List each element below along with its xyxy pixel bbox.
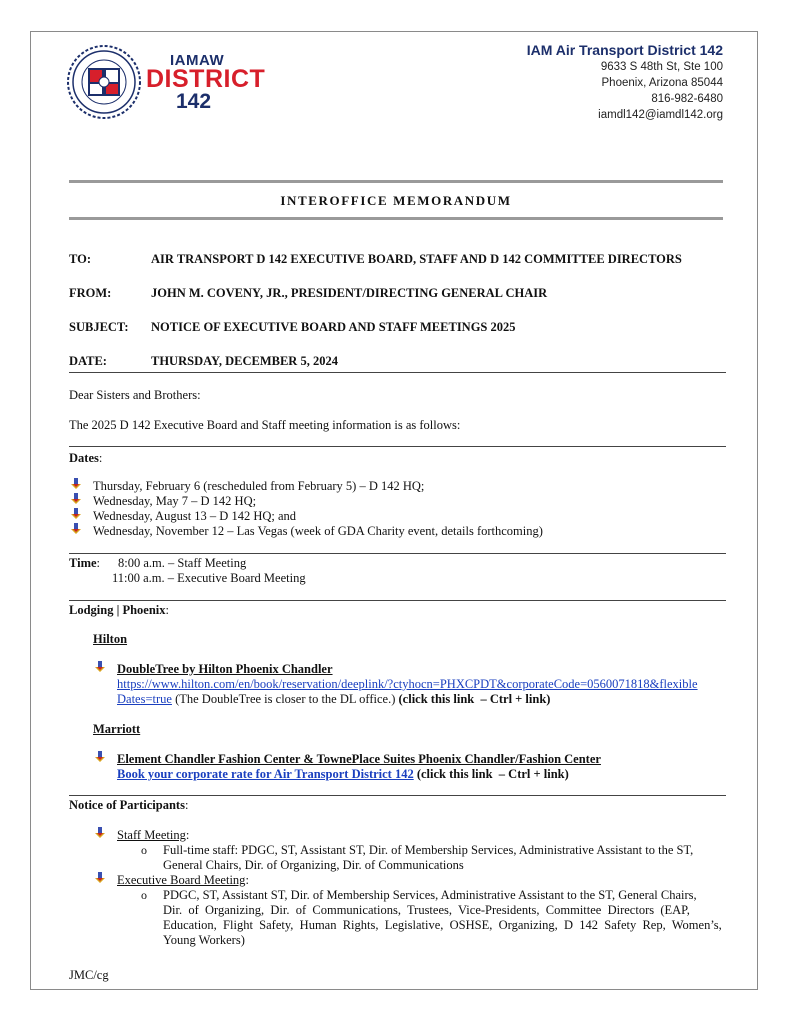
- address-block: [527, 41, 723, 123]
- marriott-heading: Marriott: [93, 722, 141, 736]
- date-item: Wednesday, November 12 – Las Vegas (week of GDA Charity event, details forthcoming): [93, 524, 543, 538]
- hilton-heading: Hilton: [93, 632, 128, 646]
- date-item: Wednesday, May 7 – D 142 HQ;: [93, 494, 257, 508]
- logo-word-iamaw: IAMAW: [170, 52, 225, 69]
- section-rule-dates: [69, 446, 726, 447]
- time-staff: 8:00 a.m. – Staff Meeting: [118, 556, 247, 570]
- from-value: JOHN M. COVENY, JR., PRESIDENT/DIRECTING GENERAL CHAIR: [151, 286, 548, 300]
- header-rule: [69, 372, 726, 373]
- exec-meeting-heading: Executive Board Meeting:: [117, 873, 249, 887]
- staff-meeting-line-2: General Chairs, Dir. of Organizing, Dir. of Communications: [163, 858, 464, 872]
- exec-meeting-line-3: Education, Flight Safety, Human Rights, Legislative, OSHSE, Organizing, D 142 Safety Rep, Women’s,: [163, 918, 722, 932]
- arrow-bullet-icon: [70, 493, 82, 505]
- arrow-bullet-icon: [94, 661, 106, 673]
- salutation: Dear Sisters and Brothers:: [69, 388, 201, 402]
- lodging-heading-text: Lodging | Phoenix: [69, 603, 166, 617]
- staff-meeting-line-1: Full-time staff: PDGC, ST, Assistant ST, Dir. of Membership Services, Administrative Assistant to the ST,: [163, 843, 694, 857]
- from-label: FROM:: [69, 286, 112, 300]
- date-value: THURSDAY, DECEMBER 5, 2024: [151, 354, 338, 368]
- date-label: DATE:: [69, 354, 107, 368]
- time-label: Time: [69, 556, 97, 570]
- exec-meeting-label: Executive Board Meeting: [117, 873, 246, 887]
- address-line-1: 9633 S 48th St, Ste 100: [600, 61, 723, 73]
- title-rule-top: [69, 180, 723, 183]
- participants-heading: Notice of Participants:: [69, 798, 189, 812]
- participants-heading-text: Notice of Participants: [69, 798, 185, 812]
- time-exec-board: 11:00 a.m. – Executive Board Meeting: [112, 571, 306, 585]
- marriott-hotel-name: Element Chandler Fashion Center & TownePlace Suites Phoenix Chandler/Fashion Center: [117, 752, 601, 766]
- to-label: TO:: [69, 252, 91, 266]
- logo-word-142: 142: [176, 90, 212, 113]
- to-value: AIR TRANSPORT D 142 EXECUTIVE BOARD, STAFF AND D 142 COMMITTEE DIRECTORS: [151, 252, 682, 266]
- title-rule-bottom: [69, 217, 723, 220]
- dates-heading: Dates:: [69, 451, 103, 465]
- marriott-link-line: [117, 767, 569, 782]
- hilton-hotel-name: DoubleTree by Hilton Phoenix Chandler: [117, 662, 333, 676]
- exec-meeting-line-4: Young Workers): [163, 933, 245, 947]
- circle-bullet-icon: o: [141, 843, 147, 857]
- arrow-bullet-icon: [70, 523, 82, 535]
- circle-bullet-icon: o: [141, 888, 147, 902]
- section-rule-participants: [69, 795, 726, 796]
- date-item: Wednesday, August 13 – D 142 HQ; and: [93, 509, 297, 523]
- hilton-booking-link-cont[interactable]: Dates=true: [117, 692, 172, 706]
- section-rule-time: [69, 553, 726, 554]
- email-address: iamdl142@iamdl142.org: [598, 109, 723, 121]
- arrow-bullet-icon: [94, 827, 106, 839]
- arrow-bullet-icon: [70, 508, 82, 520]
- dates-heading-text: Dates: [69, 451, 99, 465]
- marriott-click-hint: (click this link – Ctrl + link): [413, 767, 569, 781]
- arrow-bullet-icon: [94, 872, 106, 884]
- section-rule-lodging: [69, 600, 726, 601]
- hilton-note: (The DoubleTree is closer to the DL office.): [171, 692, 399, 706]
- hilton-click-hint: (click this link – Ctrl + link): [398, 692, 551, 706]
- marriott-booking-link[interactable]: Book your corporate rate for Air Transport District 142: [117, 767, 414, 781]
- date-item: Thursday, February 6 (rescheduled from February 5) – D 142 HQ;: [93, 479, 425, 493]
- hilton-link-line-2: [117, 692, 550, 707]
- time-heading: Time:: [69, 556, 101, 570]
- staff-meeting-heading: Staff Meeting:: [117, 828, 190, 842]
- subject-value: NOTICE OF EXECUTIVE BOARD AND STAFF MEETINGS 2025: [151, 320, 516, 334]
- memo-title: INTEROFFICE MEMORANDUM: [280, 193, 512, 208]
- hilton-booking-link[interactable]: https://www.hilton.com/en/book/reservation/deeplink/?ctyhocn=PHXCPDT&corporateCode=0560071818&flexible: [117, 677, 698, 691]
- intro-text: The 2025 D 142 Executive Board and Staff meeting information is as follows:: [69, 418, 461, 432]
- exec-meeting-line-1: PDGC, ST, Assistant ST, Dir. of Membership Services, Administrative Assistant to the ST, General Chairs,: [163, 888, 697, 902]
- phone-number: 816-982-6480: [651, 93, 723, 105]
- staff-meeting-label: Staff Meeting: [117, 828, 186, 842]
- subject-label: SUBJECT:: [69, 320, 129, 334]
- logo-word-district: DISTRICT: [146, 65, 266, 93]
- org-name: IAM Air Transport District 142: [526, 42, 723, 58]
- exec-meeting-line-2: Dir. of Organizing, Dir. of Communications, Trustees, Vice-Presidents, Committee Directors (EAP,: [163, 903, 690, 917]
- address-line-2: Phoenix, Arizona 85044: [601, 77, 723, 89]
- lodging-heading: Lodging | Phoenix:: [69, 603, 170, 617]
- arrow-bullet-icon: [94, 751, 106, 763]
- iam-seal-logo: [66, 44, 142, 120]
- author-initials: JMC/cg: [69, 968, 109, 982]
- arrow-bullet-icon: [70, 478, 82, 490]
